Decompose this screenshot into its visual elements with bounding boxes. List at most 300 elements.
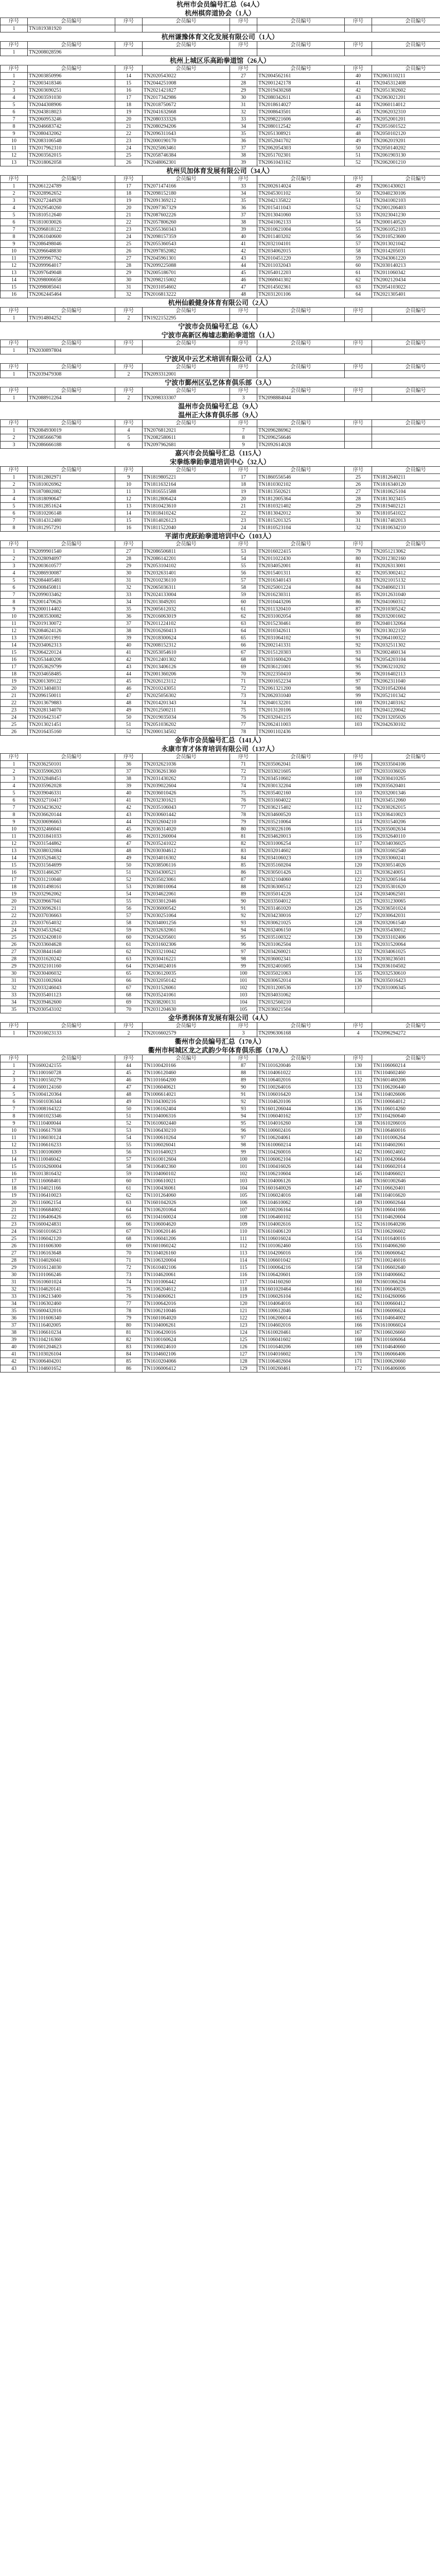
seq-cell: 3 bbox=[1, 87, 28, 94]
code-cell: TN1813502621 bbox=[257, 488, 345, 496]
code-cell: TN2062311040 bbox=[372, 678, 440, 685]
seq-cell: 96 bbox=[230, 941, 257, 948]
code-cell: TN2034024016 bbox=[143, 963, 230, 970]
code-cell: TN2015401311 bbox=[257, 570, 345, 577]
seq-cell: 5 bbox=[1, 212, 28, 219]
code-cell: TN2013041060 bbox=[257, 212, 345, 219]
seq-cell: 137 bbox=[345, 1113, 372, 1120]
seq-cell: 6 bbox=[1, 584, 28, 591]
code-header: 会员编号 bbox=[143, 467, 230, 474]
code-cell: TN2086506811 bbox=[143, 548, 230, 555]
seq-cell: 6 bbox=[1, 510, 28, 517]
code-cell: TN2003690251 bbox=[28, 87, 115, 94]
seq-cell: 170 bbox=[345, 1351, 372, 1358]
seq-cell: 136 bbox=[345, 977, 372, 985]
seq-cell: 2 bbox=[115, 395, 143, 402]
code-cell: TN2030642031 bbox=[372, 912, 440, 920]
seq-cell: 93 bbox=[345, 649, 372, 656]
seq-cell: 35 bbox=[1, 1006, 28, 1013]
code-cell: TN2071474166 bbox=[143, 183, 230, 190]
code-cell: TN1106406006 bbox=[372, 1365, 440, 1372]
org-title: 杭州贝加体育发展有限公司（34人） bbox=[166, 167, 274, 175]
code-cell: TN2035106043 bbox=[143, 804, 230, 811]
code-cell: TN2027244928 bbox=[28, 197, 115, 205]
seq-header: 序号 bbox=[230, 176, 257, 183]
code-cell: TN2036314020 bbox=[143, 826, 230, 833]
seq-cell: 6 bbox=[1, 219, 28, 226]
seq-cell: 132 bbox=[345, 948, 372, 956]
code-cell: TN1814026123 bbox=[143, 517, 230, 524]
code-header: 会员编号 bbox=[372, 387, 440, 395]
table-header-row bbox=[1, 42, 440, 49]
code-cell: TN1106204612 bbox=[143, 1286, 230, 1293]
seq-cell bbox=[345, 25, 372, 32]
code-cell: TN2039046331 bbox=[28, 790, 115, 797]
seq-cell: 30 bbox=[115, 277, 143, 284]
table-row bbox=[1, 685, 440, 692]
seq-cell: 95 bbox=[230, 1120, 257, 1127]
code-cell: TN2033604628 bbox=[28, 941, 115, 948]
code-header: 会员编号 bbox=[143, 387, 230, 395]
code-cell: TN2034205601 bbox=[143, 934, 230, 941]
code-cell: TN1104160260 bbox=[257, 1279, 345, 1286]
seq-cell: 166 bbox=[345, 1322, 372, 1329]
table-row bbox=[1, 517, 440, 524]
code-cell: TN1104066260 bbox=[372, 1243, 440, 1250]
seq-cell: 43 bbox=[1, 1365, 28, 1372]
seq-cell: 81 bbox=[345, 563, 372, 570]
code-cell: TN2032632061 bbox=[143, 927, 230, 934]
code-cell: TN1110046042 bbox=[28, 1156, 115, 1163]
code-cell: TN2026313001 bbox=[372, 563, 440, 570]
seq-cell bbox=[345, 442, 372, 449]
seq-cell: 51 bbox=[115, 869, 143, 876]
seq-cell: 36 bbox=[115, 613, 143, 620]
table-row bbox=[1, 678, 440, 685]
member-table bbox=[0, 363, 440, 378]
seq-cell: 5 bbox=[1, 101, 28, 109]
seq-cell: 62 bbox=[115, 948, 143, 956]
table-row bbox=[1, 620, 440, 628]
seq-cell: 25 bbox=[115, 241, 143, 248]
table-row bbox=[1, 1091, 440, 1098]
code-cell: TN2000114402 bbox=[28, 606, 115, 613]
seq-cell: 60 bbox=[115, 934, 143, 941]
code-cell: TN1100264016 bbox=[257, 1084, 345, 1091]
code-cell: TN2052101342 bbox=[372, 692, 440, 700]
code-cell: TN1104640660 bbox=[372, 1344, 440, 1351]
code-cell: TN2041060312 bbox=[372, 599, 440, 606]
code-cell: TN2099964017 bbox=[28, 262, 115, 269]
code-cell: TN1106024016 bbox=[257, 1192, 345, 1199]
seq-cell bbox=[230, 347, 257, 354]
table-row bbox=[1, 1077, 440, 1084]
seq-cell: 50 bbox=[345, 190, 372, 197]
seq-cell: 80 bbox=[115, 1322, 143, 1329]
table-row bbox=[1, 510, 440, 517]
code-cell: TN1601064020 bbox=[143, 1315, 230, 1322]
seq-cell: 9 bbox=[115, 474, 143, 481]
code-cell: TN2035023061 bbox=[143, 876, 230, 884]
code-cell: TN2033210042 bbox=[143, 948, 230, 956]
seq-header: 序号 bbox=[115, 42, 143, 49]
code-cell: TN2034062015 bbox=[257, 248, 345, 255]
code-cell: TN2029540260 bbox=[28, 205, 115, 212]
seq-cell: 24 bbox=[1, 714, 28, 721]
seq-cell: 105 bbox=[230, 1006, 257, 1013]
code-cell: TN1815201325 bbox=[257, 517, 345, 524]
code-cell: TN2016340143 bbox=[257, 577, 345, 584]
code-cell: TN2032050142 bbox=[143, 977, 230, 985]
code-cell: TN2031260004 bbox=[143, 833, 230, 840]
seq-cell: 73 bbox=[230, 692, 257, 700]
code-cell: TN2010451220 bbox=[257, 255, 345, 262]
seq-cell: 29 bbox=[115, 563, 143, 570]
seq-cell: 30 bbox=[230, 94, 257, 101]
seq-header: 序号 bbox=[1, 42, 28, 49]
code-cell: TN1104260066 bbox=[372, 1293, 440, 1300]
seq-cell: 57 bbox=[115, 1156, 143, 1163]
code-cell: TN1100246016 bbox=[372, 1257, 440, 1264]
seq-cell: 1 bbox=[1, 395, 28, 402]
code-cell: TN2039479308 bbox=[28, 371, 115, 378]
code-cell: TN2044308906 bbox=[28, 101, 115, 109]
seq-cell: 12 bbox=[1, 262, 28, 269]
seq-cell: 118 bbox=[345, 848, 372, 855]
org-title: 平湖市虎跃跆拳道培训中心（103人） bbox=[165, 532, 275, 540]
seq-cell: 134 bbox=[345, 963, 372, 970]
seq-cell: 65 bbox=[115, 1214, 143, 1221]
table-row bbox=[1, 1272, 440, 1279]
code-cell: TN2061040600 bbox=[28, 233, 115, 241]
seq-cell: 23 bbox=[115, 138, 143, 145]
code-cell bbox=[372, 347, 440, 354]
code-cell: TN2031526061 bbox=[143, 985, 230, 992]
code-cell: TN2021421827 bbox=[143, 87, 230, 94]
seq-cell: 91 bbox=[345, 635, 372, 642]
code-cell: TN2032560210 bbox=[257, 999, 345, 1006]
code-cell: TN1104620061 bbox=[143, 1272, 230, 1279]
code-cell: TN1106206440 bbox=[372, 1084, 440, 1091]
code-cell: TN1818090647 bbox=[28, 496, 115, 503]
code-cell: TN2003591030 bbox=[28, 94, 115, 101]
code-cell: TN1601020464 bbox=[257, 1286, 345, 1293]
seq-cell: 63 bbox=[115, 1199, 143, 1207]
code-cell: TN2015411043 bbox=[257, 205, 345, 212]
code-cell: TN2098006658 bbox=[28, 277, 115, 284]
code-cell: TN2032301621 bbox=[143, 797, 230, 804]
table-row bbox=[1, 1329, 440, 1336]
code-cell: TN2036002341 bbox=[257, 956, 345, 963]
code-cell: TN2086930087 bbox=[28, 570, 115, 577]
code-cell: TN1610012604 bbox=[143, 1156, 230, 1163]
seq-cell: 126 bbox=[345, 905, 372, 912]
code-cell: TN2036000542 bbox=[143, 905, 230, 912]
code-cell: TN1100420166 bbox=[143, 1062, 230, 1070]
table-row bbox=[1, 963, 440, 970]
table-row bbox=[1, 427, 440, 434]
seq-cell: 33 bbox=[115, 591, 143, 599]
seq-cell: 99 bbox=[345, 692, 372, 700]
seq-cell: 6 bbox=[1, 109, 28, 116]
seq-cell: 38 bbox=[115, 775, 143, 783]
code-header: 会员编号 bbox=[143, 754, 230, 761]
code-cell: TN2036501024 bbox=[372, 905, 440, 912]
code-cell: TN2014205031 bbox=[372, 248, 440, 255]
seq-cell: 127 bbox=[230, 1351, 257, 1358]
code-cell: TN1106041206 bbox=[143, 1235, 230, 1243]
seq-cell: 1 bbox=[1, 548, 28, 555]
seq-cell: 123 bbox=[345, 884, 372, 891]
seq-cell: 86 bbox=[345, 599, 372, 606]
code-cell: TN2014502361 bbox=[257, 284, 345, 291]
org-title: 宁波市高新区梅墟志勤跆拳道馆（1人） bbox=[161, 331, 279, 339]
code-cell: TN2020543022 bbox=[143, 73, 230, 80]
code-cell: TN2008643501 bbox=[257, 109, 345, 116]
code-cell: TN2024133004 bbox=[143, 591, 230, 599]
seq-cell: 34 bbox=[115, 599, 143, 606]
code-cell: TN1104300216 bbox=[143, 1098, 230, 1106]
code-cell: TN2034106023 bbox=[257, 855, 345, 862]
code-cell: TN1101606064 bbox=[372, 1336, 440, 1344]
seq-cell: 94 bbox=[345, 656, 372, 664]
code-cell: TN2032604210 bbox=[143, 819, 230, 826]
table-row bbox=[1, 226, 440, 233]
seq-cell: 6 bbox=[115, 442, 143, 449]
table-row bbox=[1, 570, 440, 577]
table-row bbox=[1, 956, 440, 963]
code-cell: TN2091369212 bbox=[143, 197, 230, 205]
code-cell: TN2036620144 bbox=[28, 811, 115, 819]
code-cell: TN2042630102 bbox=[372, 721, 440, 728]
code-cell: TN1106060214 bbox=[372, 1062, 440, 1070]
code-cell: TN1810512640 bbox=[28, 212, 115, 219]
seq-cell: 12 bbox=[1, 628, 28, 635]
code-cell: TN2031604022 bbox=[257, 797, 345, 804]
table-header-row bbox=[1, 541, 440, 548]
table-header-row bbox=[1, 364, 440, 371]
seq-header: 序号 bbox=[1, 541, 28, 548]
code-header: 会员编号 bbox=[28, 754, 115, 761]
city-section bbox=[0, 402, 440, 449]
seq-cell: 22 bbox=[115, 130, 143, 138]
seq-cell: 134 bbox=[345, 1091, 372, 1098]
code-cell: TN2013120106 bbox=[257, 707, 345, 714]
code-cell: TN2018300624 bbox=[143, 635, 230, 642]
code-cell: TN2051702301 bbox=[257, 152, 345, 159]
seq-header: 序号 bbox=[115, 18, 143, 25]
table-row bbox=[1, 1293, 440, 1300]
code-cell: TN1810321402 bbox=[257, 503, 345, 510]
code-cell: TN1106610021 bbox=[143, 1178, 230, 1185]
table-row bbox=[1, 891, 440, 898]
seq-cell: 61 bbox=[115, 1185, 143, 1192]
seq-cell: 67 bbox=[115, 1228, 143, 1235]
seq-cell: 149 bbox=[345, 1199, 372, 1207]
table-row bbox=[1, 555, 440, 563]
seq-cell: 133 bbox=[345, 1084, 372, 1091]
code-header: 会员编号 bbox=[143, 308, 230, 315]
seq-cell bbox=[230, 25, 257, 32]
code-cell: TN2052001201 bbox=[372, 116, 440, 123]
code-cell: TN1104016602 bbox=[257, 1351, 345, 1358]
code-cell: TN1100642016 bbox=[143, 1300, 230, 1308]
code-cell: TN2030251064 bbox=[143, 912, 230, 920]
code-cell: TN1106210046 bbox=[143, 1308, 230, 1315]
code-cell: TN1104602106 bbox=[143, 1351, 230, 1358]
seq-cell: 20 bbox=[115, 116, 143, 123]
code-cell: TN2040230106 bbox=[372, 190, 440, 197]
seq-cell: 7 bbox=[1, 116, 28, 123]
code-cell bbox=[257, 371, 345, 378]
code-cell: TN2030236501 bbox=[372, 956, 440, 963]
code-cell: TN2031602540 bbox=[372, 848, 440, 855]
table-row bbox=[1, 548, 440, 555]
seq-cell: 29 bbox=[1, 963, 28, 970]
member-table bbox=[0, 387, 440, 402]
code-cell bbox=[372, 1006, 440, 1013]
table-row bbox=[1, 1365, 440, 1372]
code-cell: TN2035210064 bbox=[257, 819, 345, 826]
code-cell: TN1103026104 bbox=[28, 1351, 115, 1358]
seq-cell: 28 bbox=[115, 262, 143, 269]
seq-cell: 55 bbox=[115, 898, 143, 905]
code-cell: TN1101066246 bbox=[28, 1272, 115, 1279]
code-cell: TN1101664200 bbox=[143, 1077, 230, 1084]
code-cell: TN1812851624 bbox=[28, 503, 115, 510]
code-cell bbox=[372, 25, 440, 32]
seq-cell: 58 bbox=[115, 920, 143, 927]
table-row bbox=[1, 1178, 440, 1185]
code-cell: TN2098884044 bbox=[257, 395, 345, 402]
seq-cell: 32 bbox=[1, 985, 28, 992]
seq-cell: 46 bbox=[230, 277, 257, 284]
seq-cell: 106 bbox=[230, 1199, 257, 1207]
seq-cell: 27 bbox=[115, 548, 143, 555]
seq-cell: 17 bbox=[115, 183, 143, 190]
table-row bbox=[1, 1351, 440, 1358]
code-cell: TN1104602016 bbox=[257, 1322, 345, 1329]
table-row bbox=[1, 1185, 440, 1192]
table-row bbox=[1, 481, 440, 488]
seq-cell: 167 bbox=[345, 1329, 372, 1336]
seq-cell: 48 bbox=[115, 700, 143, 707]
code-cell: TN1106026660 bbox=[372, 1329, 440, 1336]
code-cell: TN2035160204 bbox=[257, 862, 345, 869]
seq-cell: 3 bbox=[1, 442, 28, 449]
seq-cell: 13 bbox=[115, 503, 143, 510]
seq-cell: 20 bbox=[1, 1199, 28, 1207]
seq-cell: 84 bbox=[115, 1351, 143, 1358]
seq-cell: 144 bbox=[345, 1163, 372, 1171]
table-row bbox=[1, 80, 440, 87]
seq-cell: 15 bbox=[1, 649, 28, 656]
seq-cell: 21 bbox=[1, 905, 28, 912]
code-cell: TN2013021451 bbox=[28, 721, 115, 728]
code-cell: TN1601036344 bbox=[28, 1098, 115, 1106]
code-cell: TN2035401123 bbox=[28, 992, 115, 999]
seq-cell: 29 bbox=[230, 87, 257, 94]
seq-cell: 45 bbox=[115, 826, 143, 833]
seq-cell: 11 bbox=[1, 255, 28, 262]
seq-cell: 22 bbox=[115, 219, 143, 226]
table-row bbox=[1, 1070, 440, 1077]
seq-cell: 165 bbox=[345, 1315, 372, 1322]
code-header: 会员编号 bbox=[257, 1055, 345, 1062]
seq-cell: 75 bbox=[115, 1286, 143, 1293]
seq-cell: 107 bbox=[345, 768, 372, 775]
seq-cell: 89 bbox=[230, 1077, 257, 1084]
seq-cell: 55 bbox=[115, 1142, 143, 1149]
code-cell: TN2062054303 bbox=[257, 145, 345, 152]
seq-cell: 88 bbox=[230, 884, 257, 891]
seq-cell: 33 bbox=[230, 116, 257, 123]
code-cell: TN2040132064 bbox=[372, 620, 440, 628]
seq-header: 序号 bbox=[230, 1055, 257, 1062]
seq-cell: 64 bbox=[345, 291, 372, 298]
table-header-row bbox=[1, 754, 440, 761]
table-row bbox=[1, 584, 440, 591]
seq-cell: 59 bbox=[115, 927, 143, 934]
seq-cell: 5 bbox=[1, 1091, 28, 1098]
code-cell: TN1104064016 bbox=[257, 1300, 345, 1308]
code-cell: TN1104206016 bbox=[257, 1250, 345, 1257]
code-header: 会员编号 bbox=[143, 1023, 230, 1030]
code-cell: TN2031204630 bbox=[143, 1006, 230, 1013]
code-cell: TN2096818122 bbox=[28, 226, 115, 233]
seq-cell: 1 bbox=[1, 1030, 28, 1037]
code-cell: TN2025001224 bbox=[257, 584, 345, 591]
seq-cell: 15 bbox=[1, 284, 28, 291]
seq-cell: 44 bbox=[115, 819, 143, 826]
seq-cell: 121 bbox=[345, 869, 372, 876]
code-cell: TN1106014260 bbox=[372, 1106, 440, 1113]
seq-cell: 50 bbox=[115, 714, 143, 721]
seq-cell: 103 bbox=[230, 992, 257, 999]
code-cell: TN2030652014 bbox=[257, 977, 345, 985]
code-cell: TN1812806424 bbox=[143, 496, 230, 503]
code-cell: TN2016230311 bbox=[257, 591, 345, 599]
code-cell: TN1100064216 bbox=[257, 1264, 345, 1272]
seq-cell: 169 bbox=[345, 1344, 372, 1351]
code-cell: TN2038032084 bbox=[28, 848, 115, 855]
seq-cell: 93 bbox=[230, 1106, 257, 1113]
code-cell: TN2010621004 bbox=[257, 226, 345, 233]
seq-cell: 71 bbox=[115, 1257, 143, 1264]
code-cell: TN2032631401 bbox=[143, 570, 230, 577]
code-cell: TN1610602440 bbox=[143, 1120, 230, 1127]
seq-cell: 82 bbox=[230, 840, 257, 848]
code-cell: TN1610601024 bbox=[28, 1279, 115, 1286]
seq-cell: 72 bbox=[115, 1264, 143, 1272]
seq-cell: 109 bbox=[230, 1221, 257, 1228]
seq-cell: 32 bbox=[345, 524, 372, 532]
code-cell: TN2088912264 bbox=[28, 395, 115, 402]
seq-cell: 2 bbox=[1, 555, 28, 563]
code-cell: TN2003418346 bbox=[28, 80, 115, 87]
seq-header: 序号 bbox=[115, 1023, 143, 1030]
code-cell: TN2030501426 bbox=[257, 869, 345, 876]
seq-cell: 18 bbox=[1, 671, 28, 678]
seq-cell: 34 bbox=[230, 123, 257, 130]
code-cell: TN1104016620 bbox=[372, 1192, 440, 1199]
table-header-row bbox=[1, 420, 440, 427]
seq-cell: 74 bbox=[230, 783, 257, 790]
code-cell: TN2035962028 bbox=[28, 783, 115, 790]
code-cell: TN2036121001 bbox=[257, 664, 345, 671]
seq-cell: 53 bbox=[115, 884, 143, 891]
seq-cell: 1 bbox=[1, 25, 28, 32]
